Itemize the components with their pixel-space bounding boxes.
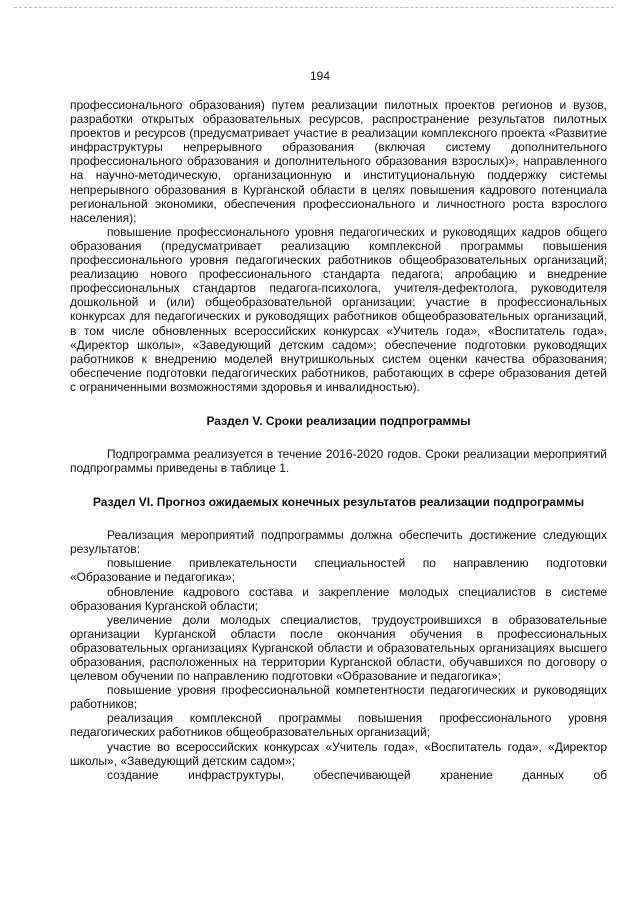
page-number: 194 [309, 69, 331, 83]
result-item: обновление кадрового состава и закрепление молодых специалистов в системе образования Курганской области; [70, 584, 607, 613]
result-item: реализация комплексной программы повышения профессионального уровня педагогических работников общеобразовательных организаций; [70, 711, 607, 740]
result-item: повышение привлекательности специальностей по направлению подготовки «Образование и педагогика»; [70, 556, 607, 585]
paragraph-staff-qualification: повышение профессионального уровня педагогических и руководящих кадров общего образования (предусматривает реализацию комплексной программы повышения профессионального уровня педагогических работников общеобразовательных организаций; реализацию нового профессионального стандарта педагога; апробацию и внедрение профессиональных стандартов педагога-психолога, учителя-дефектолога, руководителя дошкольной и (или) общеобразовательной организации; участие в профессиональных конкурсах для педагогических и руководящих работников общеобразовательных организаций, в том числе обновленных всероссийских конкурсах «Учитель года», «Воспитатель года», «Директор школы», «Заведующий детским садом»; обеспечение подготовки руководящих работников к внедрению моделей внутришкольных систем оценки качества образования; обеспечение подготовки педагогических работников, работающих в сфере образования детей с ограниченными возможностями здоровья и инвалидностью). [70, 224, 607, 394]
section-5-heading: Раздел V. Сроки реализации подпрограммы [206, 413, 471, 428]
scan-top-edge [14, 7, 614, 8]
section-6-intro: Реализация мероприятий подпрограммы должна обеспечить достижение следующих результатов: [70, 528, 607, 557]
section-5-text: Подпрограмма реализуется в течение 2016-2020 годов. Сроки реализации мероприятий подпрограммы приведены в таблице 1. [70, 446, 607, 476]
result-item: увеличение доли молодых специалистов, трудоустроившихся в образовательные организации Курганской области после окончания обучения в профессиональных образовательных организациях Курганской области и образовательных организациях высшего образования, расположенных на территории Курганской области, обучавшихся по договору о целевом обучении по направлению подготовки «Образование и педагогика»; [70, 612, 607, 684]
section-6-heading: Раздел VI. Прогноз ожидаемых конечных результатов реализации подпрограммы [92, 495, 585, 510]
result-item: создание инфраструктуры, обеспечивающей хранение данных об [107, 767, 607, 782]
result-item: повышение уровня профессиональной компетентности педагогических и руководящих работников; [70, 683, 607, 712]
paragraph-continuation: профессионального образования) путем реализации пилотных проектов регионов и вузов, разработки открытых образовательных ресурсов, распространение результатов пилотных проектов и ресурсов (предусматривает участие в реализации комплексного проекта «Развитие инфраструктуры непрерывного образования (включая систему дополнительного профессионального образования и дополнительного образования взрослых)», направленного на научно-методическую, организационную и институциональную поддержку системы непрерывного образования в Курганской области в целях повышения кадрового потенциала региональной экономики, обеспечения профессионального и личностного роста взрослого населения); [70, 98, 607, 225]
document-body [70, 98, 607, 782]
result-item: участие во всероссийских конкурсах «Учитель года», «Воспитатель года», «Директор школы», «Заведующий детским садом»; [70, 739, 607, 768]
